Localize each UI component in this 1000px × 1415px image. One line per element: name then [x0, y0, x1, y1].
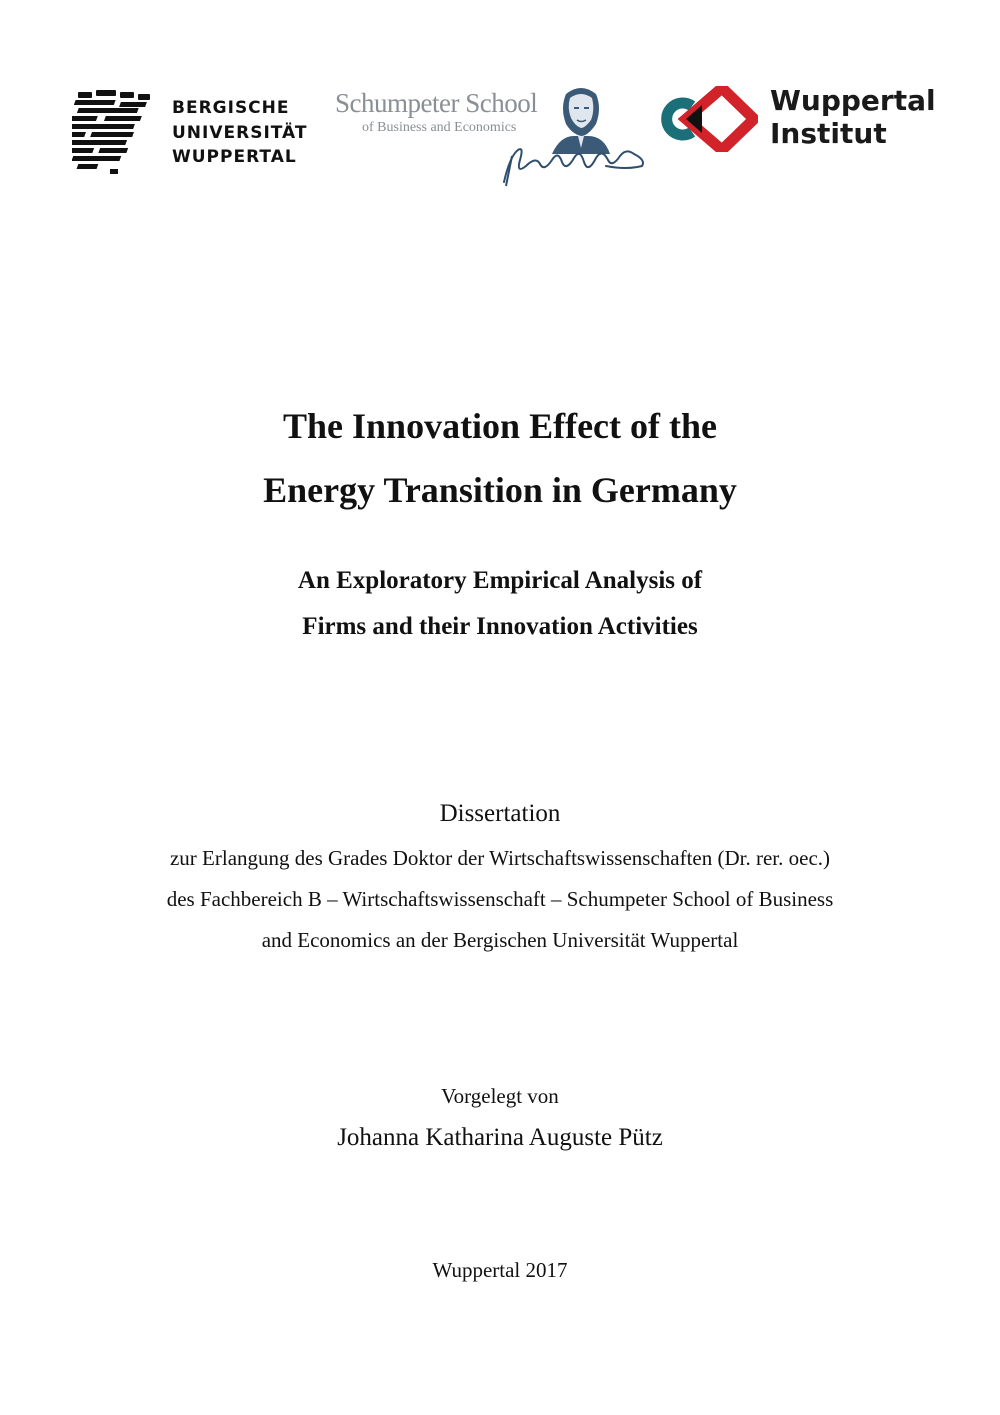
wi-line-2: Institut [770, 117, 887, 150]
buw-line-2: UNIVERSITÄT [172, 122, 308, 143]
wi-line-1: Wuppertal [770, 84, 936, 117]
dissertation-heading: Dissertation [439, 800, 561, 827]
buw-wordmark [172, 96, 308, 170]
schumpeter-school-title: Schumpeter School [335, 88, 538, 118]
submitted-by-label: Vorgelegt von [441, 1084, 559, 1108]
title-line-2: Energy Transition in Germany [263, 470, 737, 510]
dissertation-line-1: zur Erlangung des Grades Doktor der Wirtschaftswissenschaften (Dr. rer. oec.) [169, 846, 831, 870]
wuppertal-institut-wordmark [770, 84, 936, 150]
buw-line-3: WUPPERTAL [172, 147, 297, 167]
buw-lion-emblem-icon [72, 88, 156, 174]
logo-bar [0, 0, 1000, 200]
subtitle-line-2: Firms and their Innovation Activities [302, 613, 698, 640]
schumpeter-signature-icon [496, 136, 652, 188]
buw-line-1: BERGISCHE [172, 98, 290, 118]
place-year: Wuppertal 2017 [432, 1258, 568, 1282]
schumpeter-school-subtitle: of Business and Economics [362, 120, 517, 135]
dissertation-line-3: and Economics an der Bergischen Universität Wuppertal [261, 928, 739, 952]
title-line-1: The Innovation Effect of the [283, 406, 717, 446]
wuppertal-institut-logo-icon [650, 86, 758, 152]
dissertation-line-2: des Fachbereich B – Wirtschaftswissenschaft – Schumpeter School of Business [166, 887, 834, 911]
subtitle-line-1: An Exploratory Empirical Analysis of [297, 567, 703, 594]
author-name: Johanna Katharina Auguste Pütz [337, 1124, 663, 1151]
